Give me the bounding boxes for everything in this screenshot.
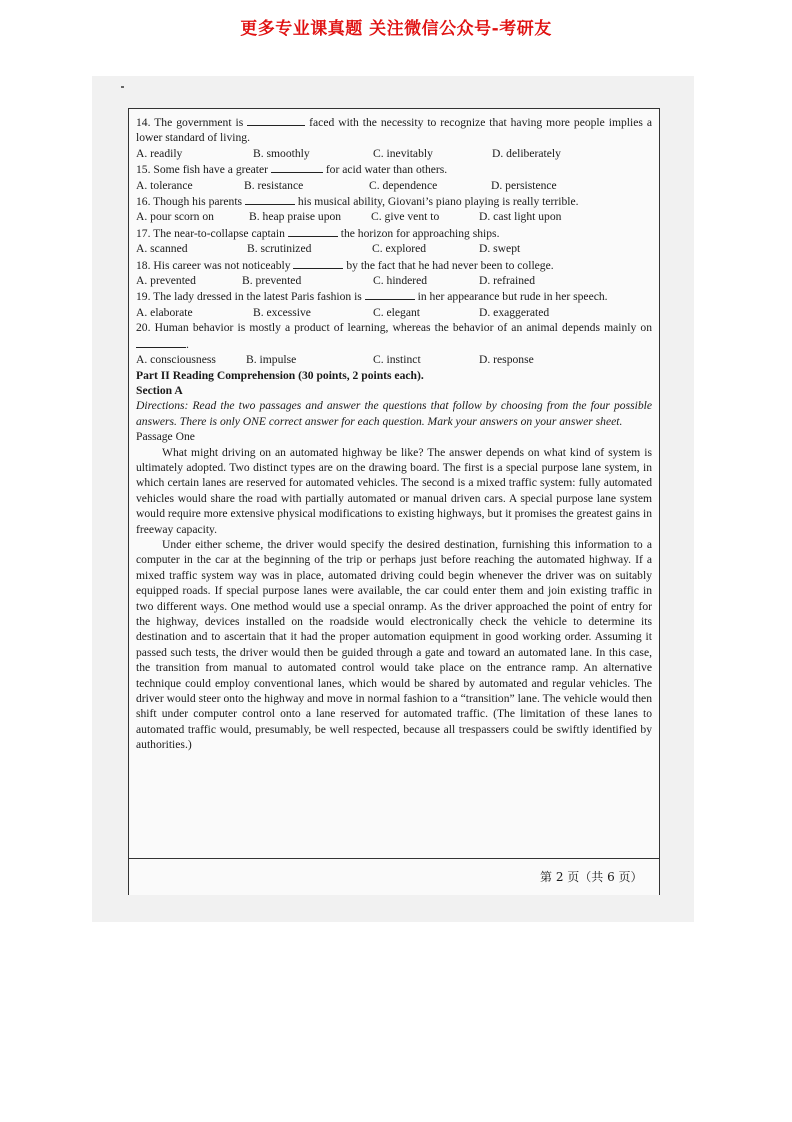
options-row [136,146,652,161]
option-a: A. pour scorn on [136,210,214,224]
option-c: C. instinct [373,353,421,367]
question-stem-post: by the fact that he had never been to college. [346,258,554,272]
part-title: Part II Reading Comprehension (30 points, 2 points each). [136,368,424,382]
option-b: B. heap praise upon [249,210,342,224]
question-stem-post: his musical ability, Giovani’s piano playing is really terrible. [297,195,579,209]
option-a: A. consciousness [136,353,216,367]
option-d: D. cast light upon [479,210,562,224]
directions: Directions: Read the two passages and answer the questions that follow by choosing from the four possible answers. There is only ONE correct answer for each question. Mark your answers on your answer sheet. [136,399,652,428]
option-c: C. inevitably [373,146,433,160]
option-c: C. hindered [373,274,428,288]
option-a: A. elaborate [136,305,193,319]
exam-content [136,114,652,753]
passage-paragraph-2: Under either scheme, the driver would specify the desired destination, furnishing this information to a computer in the car at the beginning of the trip or perhaps just before reaching the automated highway. If a mixed traffic system way was in place, automated driving could begin whenever the driver was on suitably equipped roads. If special purpose lanes were available, the car could enter them and join existing traffic in two different ways. One method would use a special onramp. As the driver approached the point of entry for the highway, devices installed on the roadside would electronically check the vehicle to determine its destination and to ascertain that it had the proper automation equipment in good working order. Assuming it passed such tests, the driver would then be guided through a gate and toward an automated lane. In this case, the transition from manual to automated control would take place on the entrance ramp. An alternative technique could employ conventional lanes, which would be shared by automated and regular vehicles. The driver would steer onto the highway and move in normal fashion to a “transition” lane. The vehicle would then shift under computer control onto a lane reserved for automated traffic. (The limitation of these lanes to automated traffic would, presumably, be well respected, because all trespassers could be swiftly identified by authorities.) [136,537,652,752]
passage-paragraph-1: What might driving on an automated highway be like? The answer depends on what kind of system is ultimately adopted. Two distinct types are on the drawing board. The first is a special purpose lane system, in which certain lanes are reserved for automated vehicles. The second is a mixed traffic system: fully automated vehicles would share the road with partially automated or manual driven cars. A special purpose lane system would require more extensive physical modifications to existing highways, but it promises the greatest gains in freeway capacity. [136,445,652,536]
option-d: D. deliberately [492,146,561,160]
page-number: 第 2 页（共 6 页） [540,870,643,884]
section-title: Section A [136,383,183,397]
option-a: A. scanned [136,242,188,256]
question-stem-pre: 16. Though his parents [136,195,243,209]
footer-divider [128,858,659,859]
question-stem-post: in her appearance but rude in her speech. [417,290,608,304]
options-row [136,178,652,193]
option-b: B. smoothly [253,146,310,160]
scan-speck [121,86,124,88]
option-d: D. refrained [479,274,536,288]
answer-blank [271,161,323,173]
passage-title: Passage One [136,430,195,444]
question-stem-post: faced with the necessity to recognize that having more people implies a lower standard of living. [136,116,652,145]
option-b: B. impulse [246,353,297,367]
question-15 [136,161,652,193]
answer-blank [293,257,343,269]
options-row [136,273,652,288]
option-d: D. persistence [491,178,557,192]
option-d: D. response [479,353,534,367]
options-row [136,241,652,256]
question-stem-pre: 20. Human behavior is mostly a product of learning, whereas the behavior of an animal depends mainly on [136,321,652,335]
options-row [136,352,652,367]
answer-blank [365,288,415,300]
option-c: C. dependence [369,178,438,192]
option-a: A. prevented [136,274,196,288]
question-stem-post: . [186,337,189,351]
question-stem-pre: 18. His career was not noticeably [136,258,291,272]
options-row [136,305,652,320]
option-c: C. explored [372,242,427,256]
question-19 [136,288,652,320]
option-b: B. resistance [244,178,304,192]
question-20 [136,320,652,367]
option-d: D. exaggerated [479,305,550,319]
question-stem-pre: 17. The near-to-collapse captain [136,226,285,240]
option-c: C. give vent to [371,210,440,224]
question-stem-pre: 15. Some fish have a greater [136,163,268,177]
question-14 [136,114,652,161]
question-stem-post: for acid water than others. [325,163,448,177]
option-b: B. excessive [253,305,311,319]
option-b: B. prevented [242,274,302,288]
question-16 [136,193,652,225]
promo-banner: 更多专业课真题 关注微信公众号-考研友 [240,19,552,39]
question-stem-pre: 19. The lady dressed in the latest Paris fashion is [136,290,362,304]
answer-blank [245,193,295,205]
question-stem-pre: 14. The government is [136,116,244,129]
answer-blank [288,225,338,237]
option-d: D. swept [479,242,521,256]
answer-blank [247,114,305,126]
answer-blank [136,336,186,348]
question-18 [136,257,652,289]
options-row [136,209,652,224]
question-17 [136,225,652,257]
option-b: B. scrutinized [247,242,312,256]
option-a: A. tolerance [136,178,193,192]
question-stem-post: the horizon for approaching ships. [340,226,500,240]
option-c: C. elegant [373,305,421,319]
option-a: A. readily [136,146,183,160]
